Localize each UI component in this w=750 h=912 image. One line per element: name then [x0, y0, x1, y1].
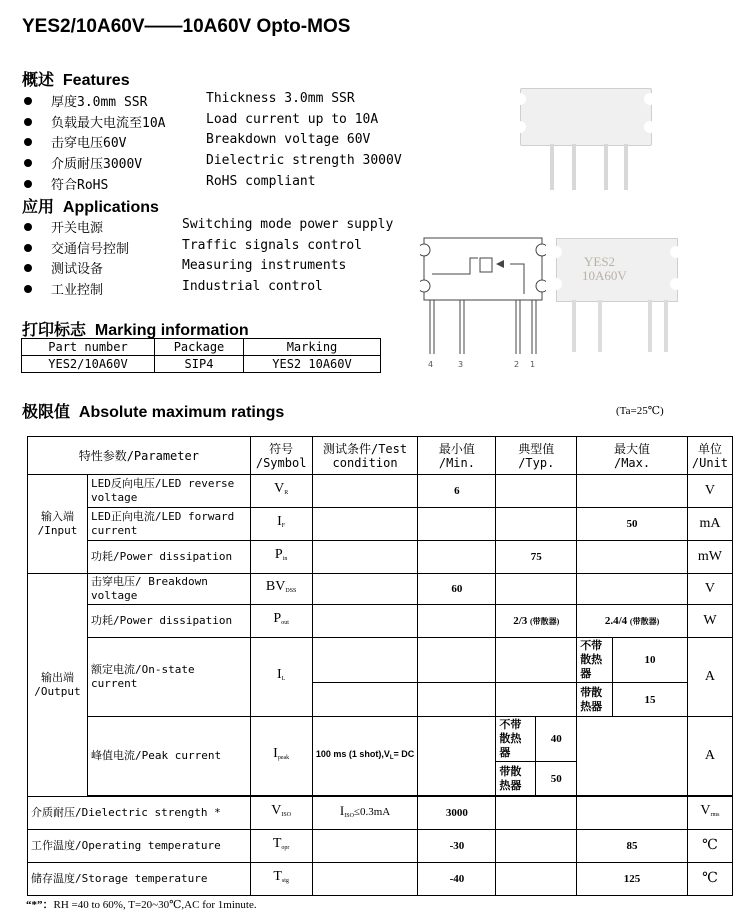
header-symbol: 符号 /Symbol	[250, 437, 312, 475]
min-cell: 6	[418, 475, 496, 508]
min-cell: 60	[418, 574, 496, 605]
package-outline-drawing	[420, 234, 546, 372]
param-cell: 峰值电流/Peak current	[87, 717, 250, 796]
symbol-cell: $T_{stg}$	[250, 863, 312, 896]
ratings-row	[28, 574, 733, 605]
bullet-icon	[24, 264, 32, 272]
condition-cell: 100 ms (1 $shot),V_L=$ DC	[312, 717, 418, 796]
unit-cell: W	[687, 605, 732, 638]
header-part-number: Part number	[22, 339, 155, 356]
ratings-row	[28, 638, 733, 683]
symbol-cell: $I_{peak}$	[250, 717, 312, 796]
output-group-label: 输出端 /Output	[28, 574, 88, 797]
pin-label: 2	[514, 360, 520, 369]
bullet-icon	[24, 159, 32, 167]
features-heading-en: Features	[62, 72, 130, 89]
feature-item: 厚度3.0mm SSR Thickness 3.0mm SSR	[24, 91, 444, 112]
applications-heading-en: Applications	[62, 199, 159, 216]
applications-heading-cn: 应用	[22, 199, 55, 216]
bullet-icon	[24, 180, 32, 188]
header-test-condition: 测试条件/Test condition	[312, 437, 418, 475]
ratings-row	[28, 717, 733, 762]
heatsink-label: 不带散热器	[577, 638, 613, 683]
header-marking: Marking	[244, 339, 381, 356]
param-cell: 击穿电压/ Breakdown voltage	[87, 574, 250, 605]
unit-cell: V	[687, 574, 732, 605]
product-photo-top	[520, 88, 650, 194]
unit-cell: A	[687, 717, 732, 796]
marking-heading-cn: 打印标志	[22, 322, 87, 339]
unit-cell: ℃	[687, 830, 732, 863]
marking-heading-en: Marking information	[94, 322, 249, 339]
symbol-cell: $P_{out}$	[250, 605, 312, 638]
footnote-text: RH =40 to 60%, T=20~30℃,AC for 1minute.	[53, 899, 257, 911]
ratings-row	[28, 475, 733, 508]
ratings-table	[27, 436, 733, 896]
ratings-row	[28, 541, 733, 574]
pin-label: 3	[458, 360, 464, 369]
max-cell: 50	[577, 508, 688, 541]
ratings-row	[28, 830, 733, 863]
param-cell: 工作温度/Operating temperature	[28, 830, 251, 863]
typ-cell: 2/3 (带散器)	[496, 605, 577, 638]
symbol-cell: $BV_{DSS}$	[250, 574, 312, 605]
unit-cell: mA	[687, 508, 732, 541]
param-cell: 功耗/Power dissipation	[87, 605, 250, 638]
header-max: 最大值 /Max.	[577, 437, 688, 475]
feature-item: 符合RoHS RoHS compliant	[24, 174, 444, 195]
cell-package: SIP4	[155, 356, 244, 373]
feature-item: 介质耐压3000V Dielectric strength 3000V	[24, 153, 444, 174]
heatsink-label: 不带散热器	[496, 717, 536, 762]
feature-item: 击穿电压60V Breakdown voltage 60V	[24, 132, 444, 153]
ratings-heading-cn: 极限值	[22, 404, 71, 421]
ratings-row	[28, 863, 733, 896]
application-item: 交通信号控制 Traffic signals control	[24, 238, 404, 259]
product-photo-bottom	[556, 238, 676, 356]
param-cell: LED反向电压/LED reverse voltage	[87, 475, 250, 508]
bullet-icon	[24, 223, 32, 231]
param-cell: LED正向电流/LED forward current	[87, 508, 250, 541]
header-typ: 典型值 /Typ.	[496, 437, 577, 475]
condition-cell: $I_{ISO}\le 0.3mA$	[312, 797, 418, 830]
application-item: 开关电源 Switching mode power supply	[24, 217, 404, 238]
footnote-mark: “*”：	[26, 899, 54, 911]
feature-item: 负载最大电流至10A Load current up to 10A	[24, 112, 444, 133]
bullet-icon	[24, 138, 32, 146]
header-min: 最小值 /Min.	[418, 437, 496, 475]
applications-list	[24, 217, 404, 300]
header-unit: 单位 /Unit	[687, 437, 732, 475]
max-cell: 85	[577, 830, 688, 863]
features-list	[24, 91, 444, 194]
chip-body	[520, 88, 652, 146]
unit-cell: V	[687, 475, 732, 508]
ratings-header-row	[28, 437, 733, 475]
marking-table	[21, 338, 381, 373]
ratings-heading	[22, 399, 284, 422]
marking-row	[22, 356, 381, 373]
chip-text: 10A60V	[582, 268, 627, 283]
ratings-row	[28, 605, 733, 638]
symbol-cell: $V_R$	[250, 475, 312, 508]
bullet-icon	[24, 285, 32, 293]
header-parameter: 特性参数/Parameter	[28, 437, 251, 475]
param-cell: 功耗/Power dissipation	[87, 541, 250, 574]
typ-cell: 50	[536, 762, 577, 796]
unit-cell: ℃	[687, 863, 732, 896]
bullet-icon	[24, 244, 32, 252]
min-cell: -40	[418, 863, 496, 896]
unit-cell: mW	[687, 541, 732, 574]
page-title: YES2/10A60V——10A60V Opto-MOS	[22, 16, 351, 37]
heatsink-label: 带散热器	[496, 762, 536, 796]
ratings-row	[28, 508, 733, 541]
pin-label: 1	[530, 360, 536, 369]
features-heading-cn: 概述	[22, 72, 55, 89]
max-cell: 10	[613, 638, 688, 683]
max-cell: 15	[613, 683, 688, 717]
typ-cell: 75	[496, 541, 577, 574]
applications-heading	[22, 194, 159, 217]
bullet-icon	[24, 97, 32, 105]
features-heading	[22, 67, 130, 90]
typ-cell: 40	[536, 717, 577, 762]
marking-header-row	[22, 339, 381, 356]
max-cell: 2.4/4 (带散器)	[577, 605, 688, 638]
unit-cell: $V_{rms}$	[687, 797, 732, 830]
param-cell: 介质耐压/Dielectric strength *	[28, 797, 251, 830]
marking-heading	[22, 317, 249, 340]
symbol-cell: $I_F$	[250, 508, 312, 541]
symbol-cell: $I_L$	[250, 638, 312, 717]
ratings-row	[28, 797, 733, 830]
heatsink-label: 带散热器	[577, 683, 613, 717]
application-item: 测试设备 Measuring instruments	[24, 258, 404, 279]
unit-cell: A	[687, 638, 732, 717]
min-cell: -30	[418, 830, 496, 863]
param-cell: 储存温度/Storage temperature	[28, 863, 251, 896]
header-package: Package	[155, 339, 244, 356]
symbol-cell: $V_{ISO}$	[250, 797, 312, 830]
max-cell: 125	[577, 863, 688, 896]
chip-text: YES2	[584, 254, 616, 269]
footnote	[26, 896, 257, 912]
cell-marking: YES2 10A60V	[244, 356, 381, 373]
pin-label: 4	[428, 360, 434, 369]
ratings-condition: (Ta=25℃)	[616, 405, 664, 417]
cell-part-number: YES2/10A60V	[22, 356, 155, 373]
application-item: 工业控制 Industrial control	[24, 279, 404, 300]
min-cell: 3000	[418, 797, 496, 830]
symbol-cell: $P_{in}$	[250, 541, 312, 574]
symbol-cell: $T_{opr}$	[250, 830, 312, 863]
input-group-label: 输入端 /Input	[28, 475, 88, 574]
param-cell: 额定电流/On-state current	[87, 638, 250, 717]
bullet-icon	[24, 118, 32, 126]
ratings-heading-en: Absolute maximum ratings	[78, 404, 285, 421]
